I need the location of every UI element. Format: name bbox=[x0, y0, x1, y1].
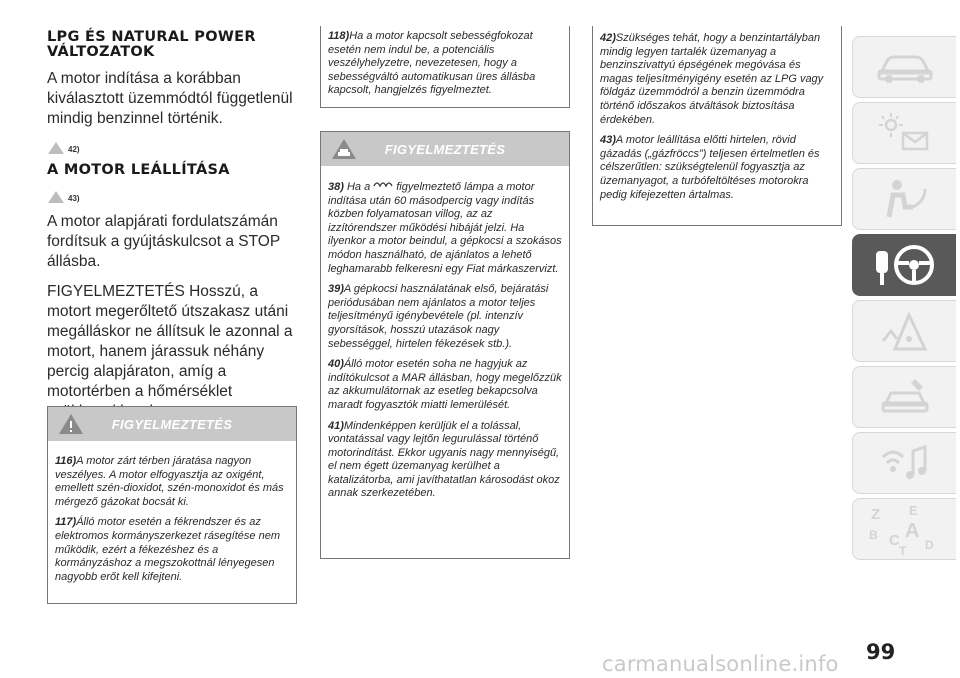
watermark: carmanualsonline.info bbox=[602, 652, 839, 676]
tab-index[interactable] bbox=[852, 498, 956, 560]
middle-column bbox=[320, 26, 570, 108]
ref-number: 42) bbox=[68, 145, 80, 154]
seat-safety-icon bbox=[875, 177, 935, 221]
page-number: 99 bbox=[866, 640, 896, 664]
right-column-box bbox=[592, 26, 842, 226]
warning-title: FIGYELMEZTETÉS bbox=[384, 141, 506, 157]
warning-item-116: 116)A motor zárt térben járatása nagyon veszélyes. A motor elfogyasztja az oxigént, emellett szén-dioxidot, szén-monoxidot és más mérgező gázokat bocsát ki. bbox=[55, 455, 284, 508]
note-item-43: 43)A motor leállítása előtti hirtelen, rövid gázadás („gázfröccs”) teljesen értelmetlen és célszerűtlen: szükségtelenül fogyasztja az üzemanyagot, a turbófeltöltéses motorokra pedig kifejezetten ártalmas. bbox=[600, 134, 820, 201]
ref-number: 43) bbox=[68, 194, 80, 203]
index-letter: Z bbox=[870, 506, 880, 523]
tab-maintenance[interactable] bbox=[852, 366, 956, 428]
note-ref-42 bbox=[47, 139, 297, 155]
warning-box-1 bbox=[47, 406, 297, 604]
warning-body bbox=[48, 441, 296, 601]
index-letter: T bbox=[898, 544, 906, 557]
index-letter: E bbox=[908, 503, 918, 518]
index-letter: C bbox=[888, 532, 900, 549]
steering-wheel-key-icon bbox=[870, 241, 940, 289]
warning-lights-icon bbox=[875, 111, 935, 155]
note-item-42: 42)Szükséges tehát, hogy a benzintartályban mindig legyen tartalék üzemanyag a benzinszivattyú épségének megóvása és magas teljesítményigény esetén az LPG vagy földgáz üzemmódról a benzin üzemmódra történő időszakos átváltások biztosítása érdekében. bbox=[600, 32, 824, 126]
engine-stop-text: A motor alapjárati fordulatszámán fordítsuk a gyújtáskulcsot a STOP állásba. bbox=[47, 213, 280, 270]
engine-stop-warning-text: FIGYELMEZTETÉS Hosszú, a motort megerőltető útszakasz utáni megálláskor ne állítsuk le azonnal a motort, hanem járassuk néhány percig alapjáraton, amíg a motortérben a hőmérséklet bbox=[47, 283, 293, 400]
section-heading-lpg: LPG ÉS NATURAL POWER VÁLTOZATOK bbox=[47, 29, 256, 60]
note-pointer-icon bbox=[47, 141, 65, 155]
car-icon bbox=[875, 47, 935, 87]
warning-box-2 bbox=[320, 131, 570, 559]
index-letter: D bbox=[924, 538, 934, 552]
warning-continuation-box bbox=[320, 26, 570, 108]
warning-item-40: 40)Álló motor esetén soha ne hagyjuk az indítókulcsot a MAR állásban, hogy megelőzzük az akkumulátornak az esetleg bekapcsolva maradt fogyasztók miatti lemerülését. bbox=[328, 358, 562, 411]
warning-header bbox=[48, 407, 296, 441]
lpg-start-text: A motor indítása a korábban kiválasztott üzemmódtól függetlenül mindig benzinnel történik. bbox=[47, 70, 293, 127]
caution-car-icon bbox=[331, 137, 357, 161]
car-service-icon bbox=[875, 375, 935, 419]
warning-item-117: 117)Álló motor esetén a fékrendszer és az elektromos kormányszerkezet rásegítése nem működik, ezért a fékezéshez és a kormányzáshoz a megszokottnál lényegesen nagyobb erőt kell kifejteni. bbox=[55, 516, 280, 583]
glow-plug-icon bbox=[372, 180, 394, 190]
warning-item-39: 39)A gépkocsi használatának első, bejáratási periódusában nem ajánlatos a motor teljes teljesítményű igénybevétele (pl. intenzív gyorsítások, hosszú utazások nagy sebességgel, hirtelen fékezések stb.). bbox=[328, 283, 549, 350]
warning-triangle-icon bbox=[875, 309, 935, 353]
warning-body bbox=[321, 166, 569, 518]
warning-item-118: 118)Ha a motor kapcsolt sebességfokozat esetén nem indul be, a potenciális veszélyhelyzetre, nevezetesen, hogy a sebességváltó automatikusan üres állásba kapcsolt, hangjelzés figyelmeztet. bbox=[328, 30, 536, 97]
tab-starting-driving[interactable] bbox=[852, 234, 956, 296]
warning-header bbox=[321, 132, 569, 166]
left-column bbox=[47, 30, 297, 422]
section-heading-engine-stop: A MOTOR LEÁLLÍTÁSA bbox=[47, 162, 230, 178]
warning-triangle-icon bbox=[58, 412, 84, 436]
tab-emergency[interactable] bbox=[852, 300, 956, 362]
note-pointer-icon bbox=[47, 190, 65, 204]
warning-item-38: 38) Ha a figyelmeztető lámpa a motor indítása után 60 másodpercig vagy indítás közben folyamatosan villog, az az izzítórendszer működési hibáját jelzi. Ha ilyenkor a motor beindul, a gépkocsi a szokásos módon használható, de ajánlatos a lehető leghamarabb felkeresni egy Fiat márkaszervizt. bbox=[328, 181, 562, 275]
warning-item-41: 41)Mindenképpen kerüljük el a tolással, vontatással vagy lejtőn legurulással történő motorindítást. Ekkor ugyanis nagy mennyiségű, el nem égett üzemanyag kerülhet a katalizátorba, ami javíthatatlan károsodást okoz annak szerkezetében. bbox=[328, 419, 560, 500]
chapter-tabs bbox=[852, 36, 956, 564]
index-letter: B bbox=[868, 528, 878, 542]
tab-vehicle[interactable] bbox=[852, 36, 956, 98]
note-ref-43 bbox=[47, 188, 297, 204]
alphabet-index-icon bbox=[865, 501, 945, 557]
tab-safety[interactable] bbox=[852, 168, 956, 230]
warning-title: FIGYELMEZTETÉS bbox=[111, 416, 233, 432]
multimedia-icon bbox=[875, 441, 935, 485]
tab-instruments[interactable] bbox=[852, 102, 956, 164]
tab-multimedia[interactable] bbox=[852, 432, 956, 494]
index-letter: A bbox=[904, 520, 919, 542]
